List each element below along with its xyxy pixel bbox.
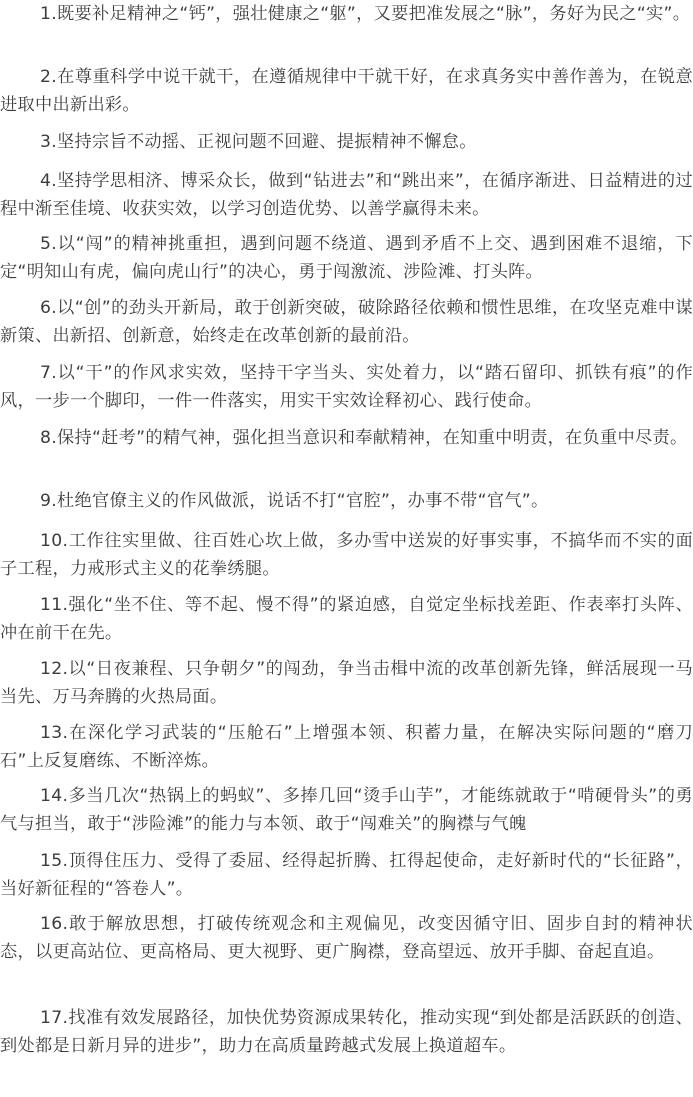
paragraph-8: 8.保持“赶考”的精气神，强化担当意识和奉献精神，在知重中明责，在负重中尽责。 [40, 428, 688, 448]
paragraph-7: 7.以“干”的作风求实效，坚持干字当头、实处着力，以“踏石留印、抓铁有痕”的作风，一步一个脚印，一件一件落实，用实干实效诠释初心、践行使命。 [0, 363, 693, 411]
paragraph-12: 12.以“日夜兼程、只争朝夕”的闯劲，争当击楫中流的改革创新先锋，鲜活展现一马当先、万马奔腾的火热局面。 [0, 659, 693, 707]
paragraph-10: 10.工作往实里做、往百姓心坎上做，多办雪中送炭的好事实事，不搞华而不实的面子工程，力戒形式主义的花拳绣腿。 [0, 531, 693, 579]
paragraph-6: 6.以“创”的劲头开新局，敢于创新突破，破除路径依赖和惯性思维，在攻坚克难中谋新策、出新招、创新意，始终走在改革创新的最前沿。 [0, 298, 693, 346]
paragraph-1: 1.既要补足精神之“钙”，强壮健康之“躯”，又要把准发展之“脉”，务好为民之“实”。 [40, 4, 691, 24]
paragraph-17: 17.找准有效发展路径，加快优势资源成果转化，推动实现“到处都是活跃跃的创造、到处都是日新月异的进步”，助力在高质量跨越式发展上换道超车。 [0, 1008, 693, 1056]
paragraph-14: 14.多当几次“热锅上的蚂蚁”、多捧几回“烫手山芋”，才能练就敢于“啃硬骨头”的勇气与担当，敢于“涉险滩”的能力与本领、敢于“闯难关”的胸襟与气魄 [0, 786, 693, 834]
paragraph-2: 2.在尊重科学中说干就干，在遵循规律中干就干好，在求真务实中善作善为，在锐意进取中出新出彩。 [0, 67, 693, 115]
paragraph-15: 15.顶得住压力、受得了委屈、经得起折腾、扛得起使命，走好新时代的“长征路”，当好新征程的“答卷人”。 [0, 851, 693, 899]
paragraph-13: 13.在深化学习武装的“压舱石”上增强本领、积蓄力量，在解决实际问题的“磨刀石”上反复磨练、不断淬炼。 [0, 723, 693, 771]
paragraph-16: 16.敢于解放思想，打破传统观念和主观偏见，改变因循守旧、固步自封的精神状态，以更高站位、更高格局、更大视野、更广胸襟，登高望远、放开手脚、奋起直追。 [0, 914, 693, 962]
paragraph-4: 4.坚持学思相济、博采众长，做到“钻进去”和“跳出来”，在循序渐进、日益精进的过程中渐至佳境、收获实效，以学习创造优势、以善学赢得未来。 [0, 171, 693, 219]
paragraph-3: 3.坚持宗旨不动摇、正视问题不回避、提振精神不懈怠。 [40, 132, 477, 152]
paragraph-9: 9.杜绝官僚主义的作风做派，说话不打“官腔”，办事不带“官气”。 [40, 491, 549, 511]
paragraph-5: 5.以“闯”的精神挑重担，遇到问题不绕道、遇到矛盾不上交、遇到困难不退缩，下定“明知山有虎，偏向虎山行”的决心，勇于闯激流、涉险滩、打头阵。 [0, 234, 693, 282]
paragraph-11: 11.强化“坐不住、等不起、慢不得”的紧迫感，自觉定坐标找差距、作表率打头阵、冲在前干在先。 [0, 595, 693, 643]
